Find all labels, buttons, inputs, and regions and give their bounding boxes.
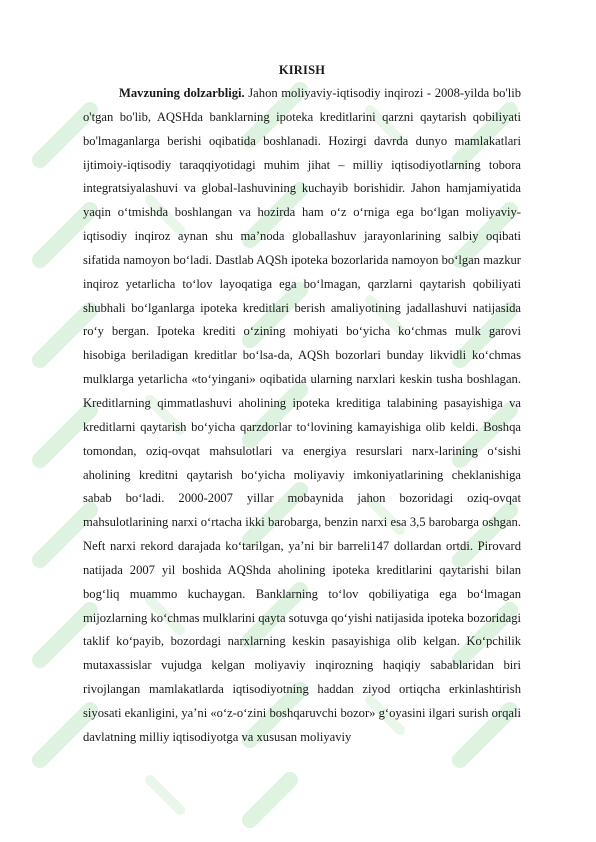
document-page (83, 60, 521, 750)
document-paragraph (83, 82, 521, 750)
document-title: KIRISH (278, 63, 326, 77)
lead-phrase: Mavzuning dolzarbligi. (119, 86, 245, 100)
paragraph-body: Jahon moliyaviy-iqtisodiy inqirozi - 2008-yilda bo'lib o'tgan bo'lib, AQSHda banklarning ipoteka kreditlarini qarzni qaytarish qobiliyati bo'lmaganlarga berishi oqibatida boshlanadi. Hozirgi davrda dunyo mamlakatlari ijtimoiy-iqtisodiy taraqqiyotidagi muhim jihat – milliy iqtisodiyotlarning tobora integratsiyalashuvi va global-lashuvining kuchayib borishidir. Jahon hamjamiyatida yaqin o‘tmishda boshlangan va hozirda ham o‘z o‘rniga ega bo‘lgan moliyaviy-iqtisodiy inqiroz aynan shu ma’noda globallashuv jarayonlarining salbiy oqibati sifatida namoyon bo‘ladi. Dastlab AQSh ipoteka bozorlarida namoyon bo‘lgan mazkur inqiroz yetarlicha to‘lov layoqatiga ega bo‘lmagan, qarzlarni qaytarish qobiliyati shubhali bo‘lganlarga ipoteka kreditlari berish amaliyotining jadallashuvi natijasida ro‘y bergan. Ipoteka krediti o‘zining mohiyati bo‘yicha ko‘chmas mulk garovi hisobiga beriladigan kreditlar bo‘lsa-da, AQSh bozorlari bunday likvidli ko‘chmas mulklarga yetarlicha «to‘yingani» oqibatida ularning narxlari keskin tusha boshlagan. Kreditlarning qimmatlashuvi aholining ipoteka kreditiga talabining pasayishiga va kreditlarni qaytarish bo‘yicha qarzdorlar to‘lovining kamayishiga olib keldi. Boshqa tomondan, oziq-ovqat mahsulotlari va energiya resurslari narx-larining o‘sishi aholining kreditni qaytarish bo‘yicha moliyaviy imkoniyatlarining cheklanishiga sabab bo‘ladi. 2000-2007 yillar mobaynida jahon bozoridagi oziq-ovqat mahsulotlarining narxi o‘rtacha ikki barobarga, benzin narxi esa 3,5 barobarga oshgan. Neft narxi rekord darajada ko‘tarilgan, ya’ni bir barreli147 dollardan ortdi. Pirovard natijada 2007 yil boshida AQShda aholining ipoteka kreditlarini qaytarishi bilan bog‘liq muammo kuchaygan. Banklarning to‘lov qobiliyatiga ega bo‘lmagan mijozlarning ko‘chmas mulklarini qayta sotuvga qo‘yishi natijasida ipoteka bozoridagi taklif ko‘payib, bozordagi narxlarning keskin pasayishiga olib kelgan. Ko‘pchilik mutaxassislar vujudga kelgan moliyaviy inqirozning haqiqiy sabablaridan biri rivojlangan mamlakatlarda iqtisodiyotning haddan ziyod ortiqcha erkinlashtirish siyosati ekanligini, ya’ni «o‘z-o‘zini boshqaruvchi bozor» g‘oyasini ilgari surish orqali davlatning milliy iqtisodiyotga va xususan moliyaviy (83, 86, 522, 744)
